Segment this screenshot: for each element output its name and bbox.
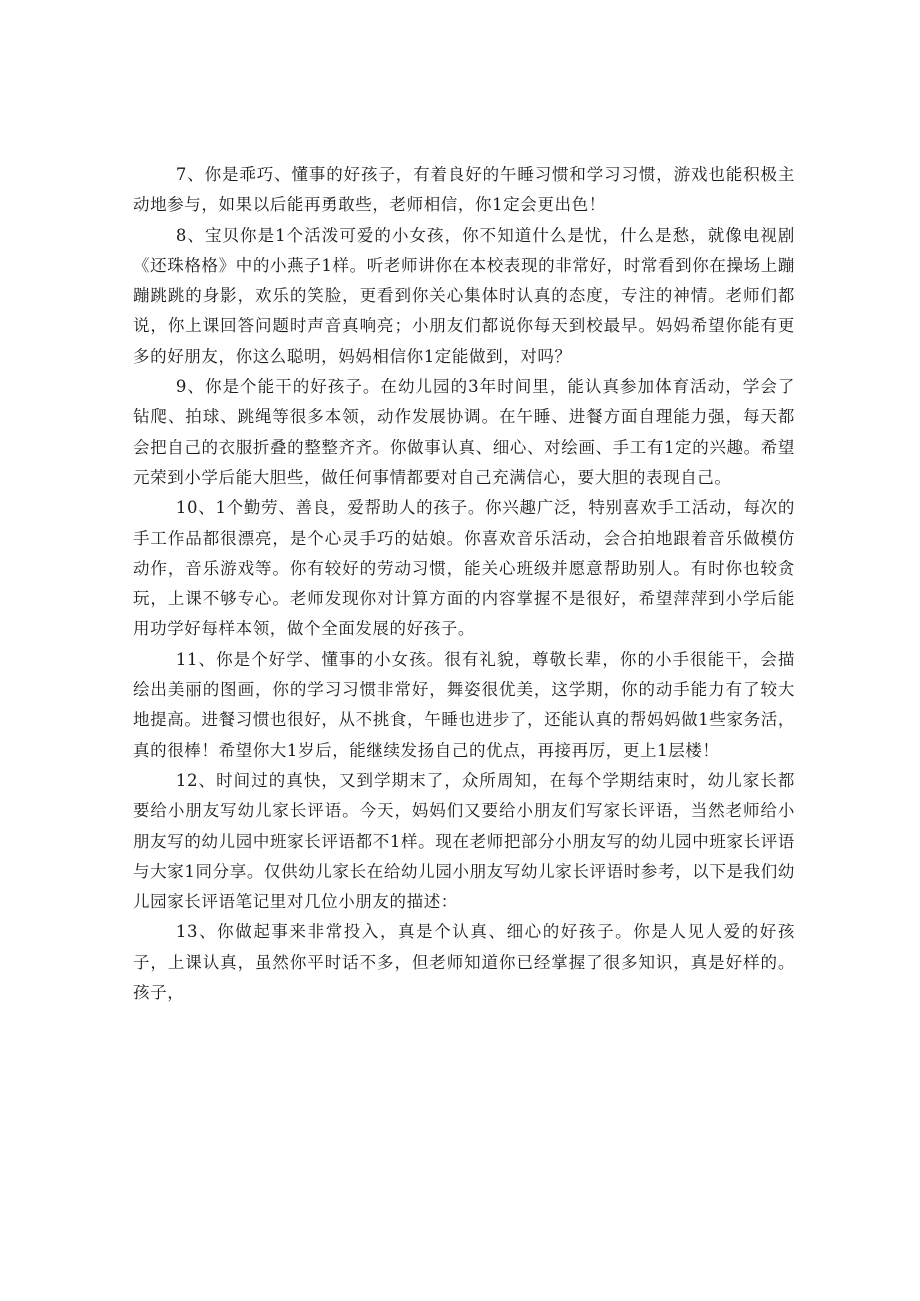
- paragraph-10: 10、1个勤劳、善良，爱帮助人的孩子。你兴趣广泛，特别喜欢手工活动，每次的手工作品都很漂亮，是个心灵手巧的姑娘。你喜欢音乐活动，会合拍地跟着音乐做模仿动作，音乐游戏等。你有较好的劳动习惯，能关心班级并愿意帮助别人。有时你也较贪玩，上课不够专心。老师发现你对计算方面的内容掌握不是很好，希望萍萍到小学后能用功学好每样本领，做个全面发展的好孩子。: [133, 498, 795, 639]
- paragraph-12: 12、时间过的真快，又到学期末了，众所周知，在每个学期结束时，幼儿家长都要给小朋友写幼儿家长评语。今天，妈妈们又要给小朋友们写家长评语，当然老师给小朋友写的幼儿园中班家长评语都不1样。现在老师把部分小朋友写的幼儿园中班家长评语与大家1同分享。仅供幼儿家长在给幼儿园小朋友写幼儿家长评语时参考，以下是我们幼儿园家长评语笔记里对几位小朋友的描述：: [133, 770, 795, 912]
- paragraph-8: 8、宝贝你是1个活泼可爱的小女孩，你不知道什么是忧，什么是愁，就像电视剧《还珠格格》中的小燕子1样。听老师讲你在本校表现的非常好，时常看到你在操场上蹦蹦跳跳的身影，欢乐的笑脸，更看到你关心集体时认真的态度，专注的神情。老师们都说，你上课回答问题时声音真响亮；小朋友们都说你每天到校最早。妈妈希望你能有更多的好朋友，你这么聪明，妈妈相信你1定能做到，对吗？: [133, 225, 795, 366]
- paragraph-11: 11、你是个好学、懂事的小女孩。很有礼貌，尊敬长辈，你的小手很能干，会描绘出美丽的图画，你的学习习惯非常好，舞姿很优美，这学期，你的动手能力有了较大地提高。进餐习惯也很好，从不挑食，午睡也进步了，还能认真的帮妈妈做1些家务活，真的很棒！希望你大1岁后，能继续发扬自己的优点，再接再厉，更上1层楼！: [133, 649, 795, 760]
- paragraph-13: 13、你做起事来非常投入，真是个认真、细心的好孩子。你是人见人爱的好孩子，上课认真，虽然你平时话不多，但老师知道你已经掌握了很多知识，真是好样的。孩子，: [133, 922, 795, 1003]
- document-body: [133, 160, 795, 1008]
- paragraph-7: 7、你是乖巧、懂事的好孩子，有着良好的午睡习惯和学习习惯，游戏也能积极主动地参与，如果以后能再勇敢些，老师相信，你1定会更出色！: [133, 165, 795, 215]
- paragraph-9: 9、你是个能干的好孩子。在幼儿园的3年时间里，能认真参加体育活动，学会了钻爬、拍球、跳绳等很多本领，动作发展协调。在午睡、进餐方面自理能力强，每天都会把自己的衣服折叠的整整齐齐。你做事认真、细心、对绘画、手工有1定的兴趣。希望元荣到小学后能大胆些，做任何事情都要对自己充满信心，要大胆的表现自己。: [133, 377, 795, 487]
